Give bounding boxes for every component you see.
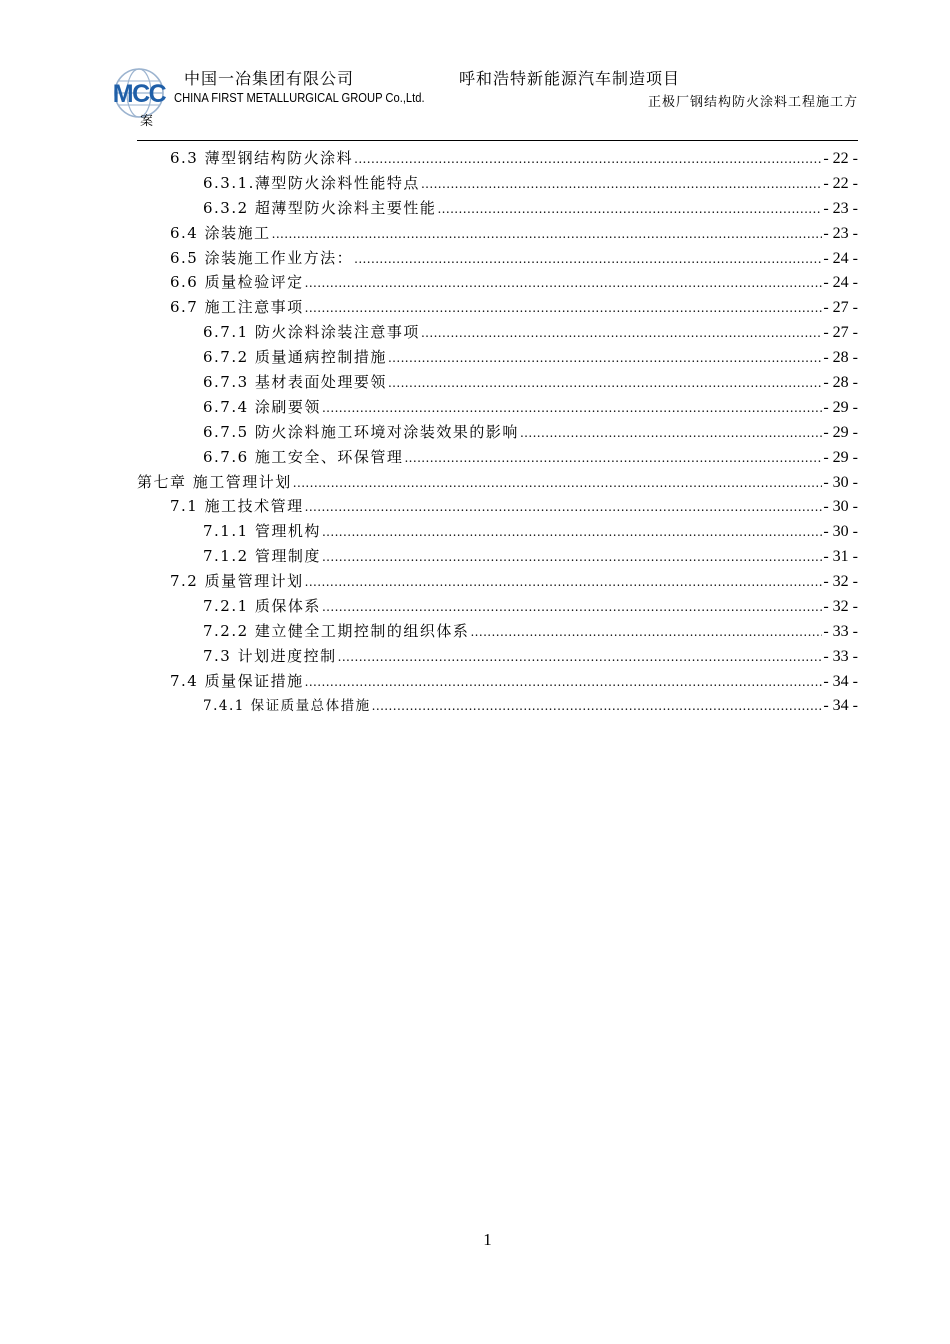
toc-entry[interactable] xyxy=(137,270,858,295)
toc-entry[interactable] xyxy=(137,171,858,196)
toc-entry[interactable] xyxy=(137,246,858,271)
toc-entry-page: - 28 - xyxy=(823,374,858,392)
toc-dot-leader xyxy=(520,420,822,446)
toc-dot-leader xyxy=(305,494,823,520)
toc-entry[interactable] xyxy=(137,519,858,544)
toc-entry[interactable] xyxy=(137,370,858,395)
toc-entry[interactable] xyxy=(137,420,858,445)
toc-entry-page: - 27 - xyxy=(823,299,858,317)
toc-entry-page: - 30 - xyxy=(823,498,858,516)
toc-entry-page: - 24 - xyxy=(823,274,858,292)
toc-dot-leader xyxy=(421,171,822,197)
toc-entry-title: 6.5 涂装施工作业方法： xyxy=(170,248,354,267)
toc-dot-leader xyxy=(293,470,823,496)
toc-dot-leader xyxy=(421,320,822,346)
toc-entry[interactable] xyxy=(137,470,858,495)
toc-entry[interactable] xyxy=(137,594,858,619)
toc-entry[interactable] xyxy=(137,395,858,420)
project-name: 呼和浩特新能源汽车制造项目 xyxy=(459,69,681,88)
toc-entry-page: - 22 - xyxy=(823,174,858,192)
page-number: 1 xyxy=(483,1230,492,1249)
toc-entry[interactable] xyxy=(137,619,858,644)
toc-entry-page: - 32 - xyxy=(823,598,858,616)
mcc-logo xyxy=(108,64,170,122)
table-of-contents xyxy=(137,146,858,718)
toc-entry[interactable] xyxy=(137,494,858,519)
page-header xyxy=(0,0,950,145)
toc-dot-leader xyxy=(372,694,823,719)
toc-entry-title: 7.2.1 质保体系 xyxy=(203,597,321,616)
toc-entry-title: 6.7.3 基材表面处理要领 xyxy=(203,373,387,392)
toc-entry-page: - 33 - xyxy=(823,622,858,640)
toc-entry[interactable] xyxy=(137,345,858,370)
toc-dot-leader xyxy=(305,270,823,296)
toc-entry[interactable] xyxy=(137,669,858,694)
toc-entry-page: - 24 - xyxy=(823,249,858,267)
toc-entry-title: 6.3.2 超薄型防火涂料主要性能 xyxy=(203,198,437,217)
toc-dot-leader xyxy=(404,445,822,471)
logo-text: MCC xyxy=(112,80,166,108)
document-title: 正极厂钢结构防火涂料工程施工方 xyxy=(647,95,858,110)
header-divider xyxy=(137,140,858,141)
toc-entry-page: - 34 - xyxy=(823,672,858,690)
toc-entry[interactable] xyxy=(137,445,858,470)
toc-dot-leader xyxy=(322,544,822,570)
toc-dot-leader xyxy=(322,395,822,421)
toc-entry-title: 6.7.5 防火涂料施工环境对涂装效果的影响 xyxy=(203,422,519,441)
toc-entry-page: - 28 - xyxy=(823,349,858,367)
toc-entry-page: - 22 - xyxy=(823,150,858,167)
toc-entry-page: - 23 - xyxy=(823,224,858,242)
company-name-en: CHINA FIRST METALLURGICAL GROUP Co.,Ltd. xyxy=(174,90,425,105)
toc-entry-title: 7.2.2 建立健全工期控制的组织体系 xyxy=(203,621,470,640)
toc-entry-page: - 29 - xyxy=(823,448,858,466)
toc-entry-title: 6.7.4 涂刷要领 xyxy=(203,397,321,416)
toc-entry-title: 6.6 质量检验评定 xyxy=(170,273,304,292)
toc-entry[interactable] xyxy=(137,320,858,345)
toc-entry-title: 7.2 质量管理计划 xyxy=(170,572,304,591)
toc-entry-title: 6.3.1.薄型防火涂料性能特点 xyxy=(203,173,420,192)
toc-entry[interactable] xyxy=(137,569,858,594)
toc-entry-title: 6.7.2 质量通病控制措施 xyxy=(203,348,387,367)
toc-entry[interactable] xyxy=(137,295,858,320)
toc-entry[interactable] xyxy=(137,196,858,221)
toc-entry-title: 7.4 质量保证措施 xyxy=(170,671,304,690)
toc-entry-page: - 34 - xyxy=(823,696,858,714)
toc-entry-page: - 29 - xyxy=(823,423,858,441)
toc-dot-leader xyxy=(388,370,822,396)
toc-entry-title: 7.1.1 管理机构 xyxy=(203,522,321,541)
toc-entry[interactable] xyxy=(137,694,858,719)
toc-entry-page: - 31 - xyxy=(823,548,858,566)
toc-entry[interactable] xyxy=(137,544,858,569)
toc-entry-page: - 27 - xyxy=(823,324,858,342)
toc-dot-leader xyxy=(354,146,822,172)
toc-entry-title: 7.1.2 管理制度 xyxy=(203,547,321,566)
toc-dot-leader xyxy=(305,295,823,321)
company-name-cn: 中国一冶集团有限公司 xyxy=(184,69,355,88)
toc-entry[interactable] xyxy=(137,221,858,246)
toc-entry-page: - 29 - xyxy=(823,398,858,416)
toc-entry-title: 6.7.1 防火涂料涂装注意事项 xyxy=(203,323,420,342)
toc-entry-page: - 30 - xyxy=(823,473,858,491)
toc-entry-title: 6.7 施工注意事项 xyxy=(170,298,304,317)
toc-dot-leader xyxy=(322,594,822,620)
toc-entry-title: 6.4 涂装施工 xyxy=(170,223,271,242)
toc-entry-title: 7.1 施工技术管理 xyxy=(170,497,304,516)
toc-entry[interactable] xyxy=(137,146,858,171)
toc-dot-leader xyxy=(338,644,823,670)
toc-dot-leader xyxy=(272,221,823,247)
toc-entry-page: - 23 - xyxy=(823,199,858,217)
toc-entry-title: 第七章 施工管理计划 xyxy=(137,472,292,491)
toc-entry-title: 7.4.1 保证质量总体措施 xyxy=(203,697,371,714)
toc-dot-leader xyxy=(305,669,823,695)
toc-entry-title: 6.7.6 施工安全、环保管理 xyxy=(203,447,404,466)
toc-dot-leader xyxy=(305,569,823,595)
toc-entry-page: - 33 - xyxy=(823,647,858,665)
toc-entry-title: 7.3 计划进度控制 xyxy=(203,646,337,665)
toc-dot-leader xyxy=(470,619,822,645)
toc-dot-leader xyxy=(354,246,822,272)
toc-dot-leader xyxy=(437,196,822,222)
toc-entry-page: - 32 - xyxy=(823,573,858,591)
toc-entry-page: - 30 - xyxy=(823,523,858,541)
toc-dot-leader xyxy=(322,519,822,545)
document-title-tail: 案 xyxy=(140,114,154,129)
toc-entry[interactable] xyxy=(137,644,858,669)
toc-dot-leader xyxy=(388,345,822,371)
toc-entry-title: 6.3 薄型钢结构防火涂料 xyxy=(170,149,354,167)
